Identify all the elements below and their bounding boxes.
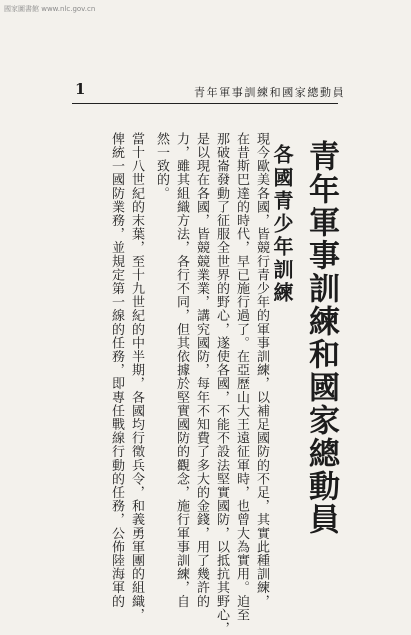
body-column: 當十八世紀的末葉，至十九世紀的中半期，各國均行徵兵令，和義勇軍團的組織， bbox=[129, 132, 144, 622]
body-column: 在昔斯巴達的時代，早已施行過了。在亞歷山大王遠征軍時，也曾大為實用。迫至 bbox=[234, 132, 249, 622]
body-column: 那破崙發動了征服全世界的野心，遂使各國，不能不設法堅實國防，以抵抗其野心， bbox=[214, 132, 229, 635]
body-column: 是以現在各國，皆競競業業，講究國防，每年不知費了多大的金錢，用了幾許的 bbox=[194, 132, 209, 608]
watermark: 國家圖書館 www.nlc.gov.cn bbox=[4, 5, 96, 13]
header-rule bbox=[72, 103, 338, 104]
running-title: 青年軍事訓練和國家總動員 bbox=[194, 86, 346, 99]
section-title: 各國青少年訓練 bbox=[270, 144, 294, 305]
body-column: 然一致的。 bbox=[154, 132, 169, 200]
page-number: 1 bbox=[75, 80, 86, 98]
body-column: 俾統一國防業務，並規定第一線的任務，即專任戰線行動的任務，公佈陸海軍的 bbox=[109, 132, 124, 608]
chapter-title: 青年軍事訓練和國家總動員 bbox=[303, 140, 339, 536]
body-column: 力，雖其組織方法，各行不同，但其依據於堅實國防的觀念，施行軍事訓練，自 bbox=[174, 132, 189, 608]
body-column: 現今歐美各國，皆競行青少年的軍事訓練，以補足國防的不足，其實此種訓練， bbox=[254, 132, 269, 608]
